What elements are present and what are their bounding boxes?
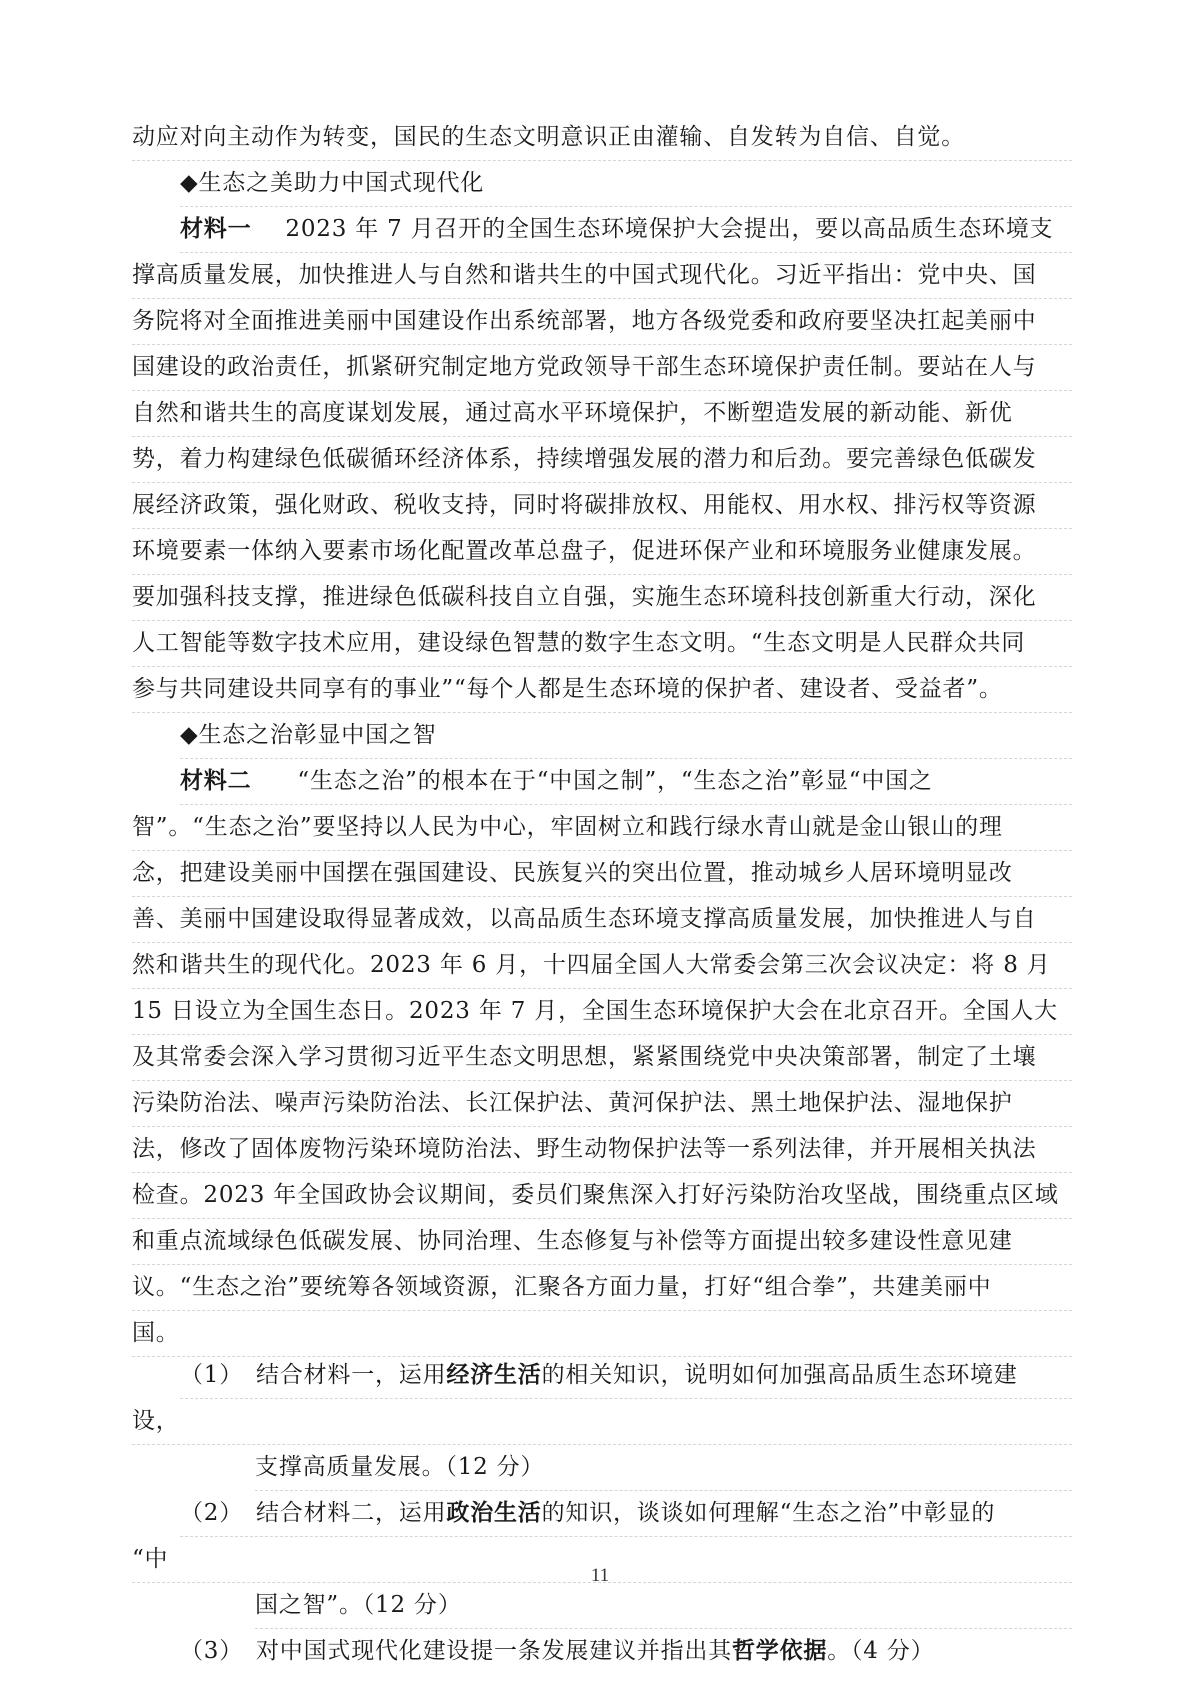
text-span: “生态之治”的根本在于“中国之制”，“生态之治”彰显“中国之 bbox=[297, 768, 933, 794]
page-number: 11 bbox=[590, 1565, 610, 1586]
text-line: 法，修改了固体废物污染环境防治法、野生动物保护法等一系列法律，并开展相关执法 bbox=[132, 1126, 1072, 1173]
section-heading: ◆生态之治彰显中国之智 bbox=[180, 712, 1072, 759]
text-line: 展经济政策，强化财政、税收支持，同时将碳排放权、用能权、用水权、排污权等资源 bbox=[132, 482, 1072, 529]
text-line: 国。 bbox=[132, 1310, 1072, 1357]
question-keyword: 经济生活 bbox=[446, 1361, 542, 1388]
question-text: 对中国式现代化建设提一条发展建议并指出其 bbox=[256, 1638, 732, 1664]
question-2-cont: 国之智”。（12 分） bbox=[255, 1582, 1072, 1629]
question-number: （2） bbox=[180, 1500, 244, 1526]
question-text: 结合材料一，运用 bbox=[256, 1362, 447, 1388]
text-line: 自然和谐共生的高度谋划发展，通过高水平环境保护，不断塑造发展的新动能、新优 bbox=[132, 390, 1072, 437]
text-line: 15 日设立为全国生态日。2023 年 7 月，全国生态环境保护大会在北京召开。全国人大 bbox=[132, 988, 1072, 1035]
text-line: 检查。2023 年全国政协会议期间，委员们聚焦深入打好污染防治攻坚战，围绕重点区域 bbox=[132, 1172, 1072, 1219]
question-text: 结合材料二，运用 bbox=[256, 1500, 447, 1526]
text-line: 及其常委会深入学习贯彻习近平生态文明思想，紧紧围绕党中央决策部署，制定了土壤 bbox=[132, 1034, 1072, 1081]
text-line: 善、美丽中国建设取得显著成效，以高品质生态环境支撑高质量发展，加快推进人与自 bbox=[132, 896, 1072, 943]
question-2-wrap: “中 bbox=[132, 1536, 1072, 1583]
text-line: 然和谐共生的现代化。2023 年 6 月，十四届全国人大常委会第三次会议决定：将 8 月 bbox=[132, 942, 1072, 989]
question-2 bbox=[180, 1490, 1072, 1537]
text-span: 2023 年 7 月召开的全国生态环境保护大会提出，要以高品质生态环境支 bbox=[285, 216, 1054, 242]
text-line: 动应对向主动作为转变，国民的生态文明意识正由灌输、自发转为自信、自觉。 bbox=[132, 114, 1072, 161]
text-line: 参与共同建设共同享有的事业”“每个人都是生态环境的保护者、建设者、受益者”。 bbox=[132, 666, 1072, 713]
section-heading: ◆生态之美助力中国式现代化 bbox=[180, 160, 1072, 207]
text-line: 环境要素一体纳入要素市场化配置改革总盘子，促进环保产业和环境服务业健康发展。 bbox=[132, 528, 1072, 575]
question-keyword: 政治生活 bbox=[446, 1499, 542, 1526]
text-line: 势，着力构建绿色低碳循环经济体系，持续增强发展的潜力和后劲。要完善绿色低碳发 bbox=[132, 436, 1072, 483]
question-number: （1） bbox=[180, 1362, 244, 1388]
text-line: 污染防治法、噪声污染防治法、长江保护法、黄河保护法、黑土地保护法、湿地保护 bbox=[132, 1080, 1072, 1127]
text-line: 和重点流域绿色低碳发展、协同治理、生态修复与补偿等方面提出较多建设性意见建 bbox=[132, 1218, 1072, 1265]
question-3 bbox=[180, 1628, 1072, 1674]
text-line: 务院将对全面推进美丽中国建设作出系统部署，地方各级党委和政府要坚决扛起美丽中 bbox=[132, 298, 1072, 345]
text-line: 撑高质量发展，加快推进人与自然和谐共生的中国式现代化。习近平指出：党中央、国 bbox=[132, 252, 1072, 299]
material-one-first-line bbox=[180, 206, 1072, 253]
question-1-wrap: 设， bbox=[132, 1398, 1072, 1445]
text-line: 人工智能等数字技术应用，建设绿色智慧的数字生态文明。“生态文明是人民群众共同 bbox=[132, 620, 1072, 667]
text-line: 要加强科技支撑，推进绿色低碳科技自立自强，实施生态环境科技创新重大行动，深化 bbox=[132, 574, 1072, 621]
question-1 bbox=[180, 1352, 1072, 1399]
text-line: 念，把建设美丽中国摆在强国建设、民族复兴的突出位置，推动城乡人居环境明显改 bbox=[132, 850, 1072, 897]
question-text: 的知识，谈谈如何理解“生态之治”中彰显的 bbox=[541, 1500, 996, 1526]
text-line: 议。“生态之治”要统筹各领域资源，汇聚各方面力量，打好“组合拳”，共建美丽中 bbox=[132, 1264, 1072, 1311]
question-keyword: 哲学依据 bbox=[732, 1637, 828, 1664]
question-text: 。（4 分） bbox=[827, 1638, 935, 1664]
question-number: （3） bbox=[180, 1638, 244, 1664]
material-label: 材料一 bbox=[180, 215, 252, 242]
text-line: 智”。“生态之治”要坚持以人民为中心，牢固树立和践行绿水青山就是金山银山的理 bbox=[132, 804, 1072, 851]
question-text: 的相关知识，说明如何加强高品质生态环境建 bbox=[541, 1362, 1018, 1388]
question-1-cont: 支撑高质量发展。（12 分） bbox=[255, 1444, 1072, 1491]
text-line: 国建设的政治责任，抓紧研究制定地方党政领导干部生态环境保护责任制。要站在人与 bbox=[132, 344, 1072, 391]
material-label: 材料二 bbox=[180, 767, 252, 794]
material-two-first-line bbox=[180, 758, 1072, 805]
